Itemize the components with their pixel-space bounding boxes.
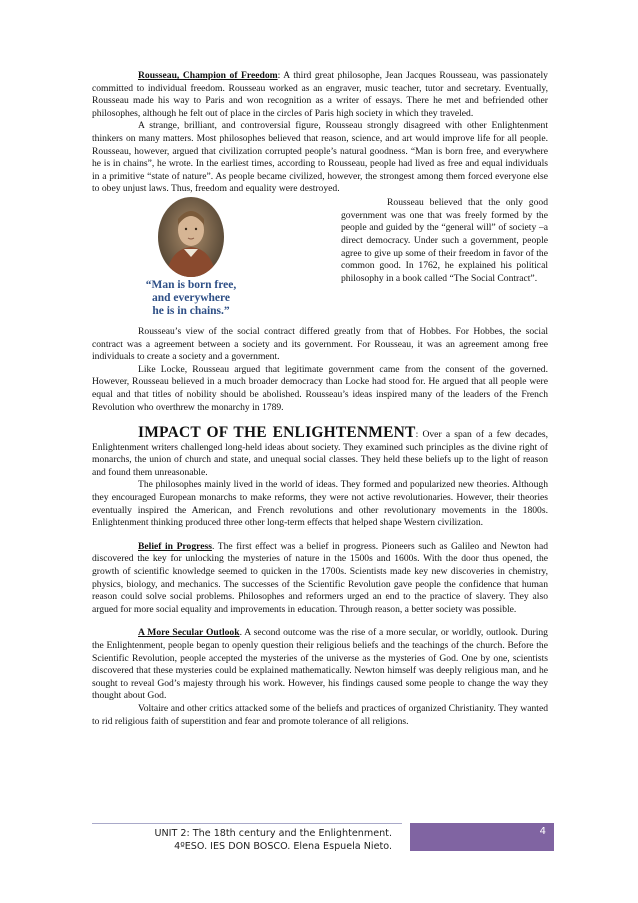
page-number: 4	[539, 826, 546, 837]
rousseau-figure-row	[92, 197, 548, 315]
page-body	[92, 70, 548, 728]
rousseau-paragraph-2: A strange, brilliant, and controversial figure, Rousseau strongly disagreed with other Enlightenment thinkers on many matters. Most philosophes believed that reason, science, and art would improve life for all people. Rousseau, however, argued that civilization corrupted people’s natural goodness. “Man is born free, and everywhere he is in chains”, he wrote. In the earliest times, according to Rousseau, people had lived as free and equal individuals in a primitive “state of nature”. As people became civilized, however, the strongest among them forced everyone else to obey unjust laws. Thus, freedom and equality were destroyed.	[92, 120, 548, 195]
rousseau-paragraph-3: Rousseau’s view of the social contract differed greatly from that of Hobbes. For Hobbes, the social contract was a agreement between a society and its government. For Rousseau, it was an agreement among free individuals to create a society and a government.	[92, 325, 548, 363]
impact-heading: IMPACT OF THE ENLIGHTENMENT	[138, 424, 416, 442]
rousseau-figure	[116, 197, 266, 315]
footer-line-2: 4ºESO. IES DON BOSCO. Elena Espuela Nieto.	[174, 841, 392, 852]
rousseau-portrait-icon	[158, 197, 224, 277]
rousseau-paragraph-1: Rousseau, Champion of Freedom: A third great philosophe, Jean Jacques Rousseau, was passionately committed to individual freedom. Rousseau worked as an engraver, music teacher, tutor and secretary. Eventually, Rousseau made his way to Paris and won recognition as a writer of essays. There he met and befriended other philosophes, although he felt out of place in the circles of Paris high society in which they traveled.	[92, 70, 548, 119]
footer-line-1: UNIT 2: The 18th century and the Enlightenment.	[154, 828, 392, 839]
page-number-box	[410, 823, 554, 851]
footer-text	[92, 827, 392, 853]
impact-paragraph-2: The philosophes mainly lived in the world of ideas. They formed and popularized new theories. Although they encouraged European monarchs to make reforms, they were not active revolutionaries. However, their theories eventually inspired the American, and French revolutions and other revolutionary movements in the 1800s. Enlightenment thinking produced three other long-term effects that helped shape Western civilization.	[92, 479, 548, 529]
caption-line-3: he is in chains.”	[152, 304, 230, 317]
footer-divider	[92, 823, 402, 824]
portrait-caption	[116, 279, 266, 318]
rousseau-paragraph-4: Like Locke, Rousseau argued that legitimate government came from the consent of the governed. However, Rousseau believed in a much broader democracy than Locke had stood for. He argued that all people were equal and that titles of nobility should be abolished. Rousseau’s ideas inspired many of the leaders of the French Revolution who overthrew the monarchy in 1789.	[92, 363, 548, 413]
secular-paragraph-2: Voltaire and other critics attacked some of the beliefs and practices of organized Christianity. They wanted to rid religious faith of superstition and fear and promote tolerance of all religions.	[92, 702, 548, 727]
progress-paragraph: Belief in Progress. The first effect was a belief in progress. Pioneers such as Galileo and Newton had discovered the key for unlocking the mysteries of nature in the 1500s and 1600s. With the door thus opened, the growth of scientific knowledge seemed to quicken in the 1700s. Scientists made key new discoveries in chemistry, physics, biology, and mechanics. The successes of the Scientific Revolution gave people the confidence that human reason could solve social problems. Philosophes and reformers urged an end to the practice of slavery. They also argued for more social equality and improvements in education. Through reason, a better society was possible.	[92, 540, 549, 615]
rousseau-side-column	[341, 197, 548, 286]
rousseau-portrait	[158, 197, 224, 277]
secular-heading: A More Secular Outlook	[138, 627, 240, 639]
caption-line-1: “Man is born free,	[145, 278, 237, 291]
caption-line-2: and everywhere	[151, 291, 231, 304]
progress-heading: Belief in Progress	[138, 540, 212, 552]
secular-paragraph-1: A More Secular Outlook. A second outcome was the rise of a more secular, or worldly, outlook. During the Enlightenment, people began to openly question their religious beliefs and the teachings of the church. Before the Scientific Revolution, people accepted the mysteries of the universe as the mysteries of God. One by one, scientists discovered that these mysteries could be explained mathematically. Newton himself was deeply religious man, and he sought to reveal God’s majesty through his work. However, his findings caused some people to change the way they thought about God.	[92, 627, 548, 702]
rousseau-side-paragraph: Rousseau believed that the only good government was one that was freely formed by the people and guided by the “general will” of society –a direct democracy. Under such a government, people agree to give up some of their freedom in favor of the common good. In 1762, he explained his political philosophy in a book called “The Social Contract”.	[341, 196, 548, 285]
rousseau-heading: Rousseau, Champion of Freedom	[138, 70, 278, 81]
impact-paragraph-1: IMPACT OF THE ENLIGHTENMENT: Over a span of a few decades, Enlightenment writers challenged long-held ideas about society. They examined such principles as the divine right of monarchs, the union of church and state, and unequal social classes. They held these beliefs up to the light of reason and found them unreasonable.	[92, 424, 548, 478]
page-footer	[92, 823, 554, 852]
